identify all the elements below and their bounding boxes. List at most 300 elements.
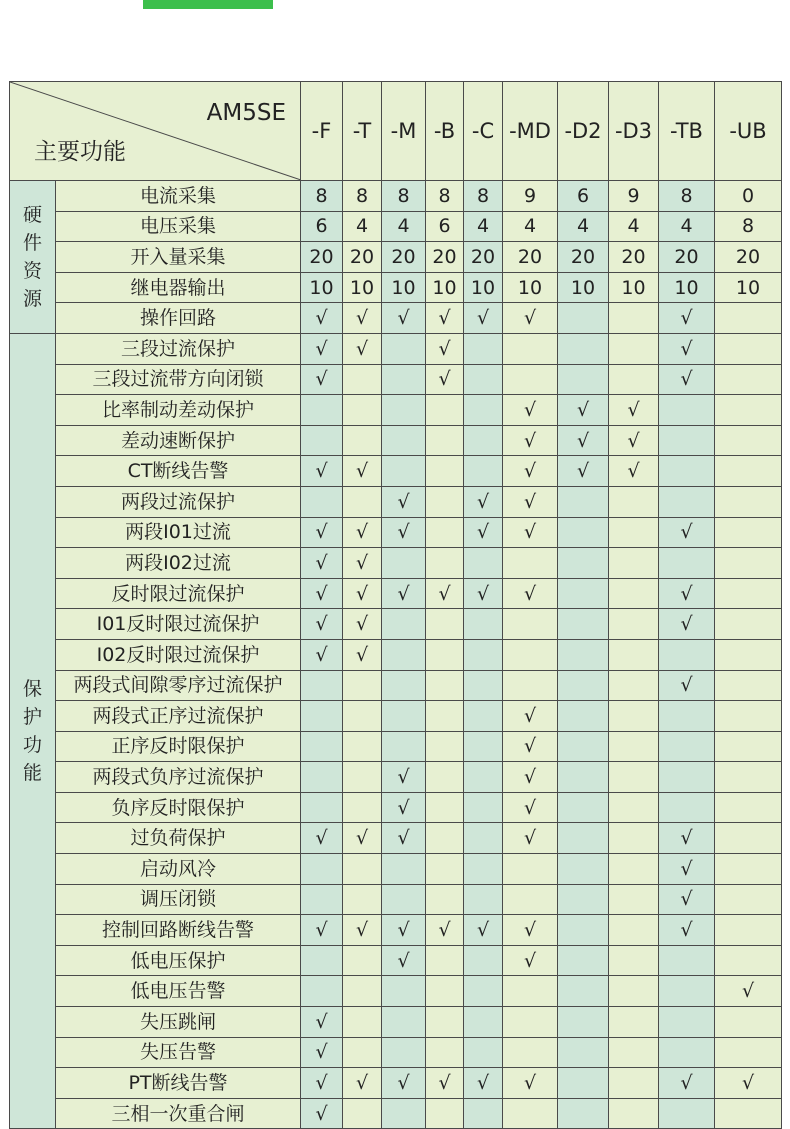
table-cell: √	[503, 425, 558, 456]
table-cell: √	[301, 333, 343, 364]
table-cell: √	[558, 456, 609, 487]
table-cell	[343, 364, 382, 395]
table-cell	[558, 731, 609, 762]
table-cell	[609, 1007, 659, 1038]
table-row	[10, 1068, 782, 1099]
table-cell	[715, 792, 782, 823]
variant-header: -M	[382, 82, 426, 181]
function-label: 两段I01过流	[56, 517, 301, 548]
table-cell	[558, 1068, 609, 1099]
table-cell: √	[301, 578, 343, 609]
table-cell	[301, 670, 343, 701]
table-cell	[558, 762, 609, 793]
table-cell	[426, 884, 464, 915]
table-cell: √	[301, 548, 343, 579]
table-cell: 20	[301, 242, 343, 273]
table-cell	[715, 884, 782, 915]
table-cell: 20	[343, 242, 382, 273]
table-cell: √	[301, 609, 343, 640]
table-cell	[609, 884, 659, 915]
table-row	[10, 425, 782, 456]
table-cell	[343, 486, 382, 517]
table-cell	[609, 1037, 659, 1068]
table-cell	[503, 364, 558, 395]
table-cell: √	[382, 915, 426, 946]
table-cell: √	[659, 1068, 715, 1099]
table-cell	[382, 701, 426, 732]
table-cell	[715, 670, 782, 701]
function-label: 负序反时限保护	[56, 792, 301, 823]
table-cell: √	[343, 1068, 382, 1099]
table-cell	[301, 884, 343, 915]
table-cell	[464, 548, 503, 579]
table-cell: 4	[343, 211, 382, 242]
table-cell	[301, 945, 343, 976]
table-cell	[715, 1037, 782, 1068]
table-row	[10, 456, 782, 487]
table-cell	[715, 333, 782, 364]
table-cell: √	[301, 1037, 343, 1068]
table-cell	[558, 639, 609, 670]
table-row	[10, 915, 782, 946]
table-cell	[343, 395, 382, 426]
table-row	[10, 731, 782, 762]
table-cell	[382, 395, 426, 426]
table-row	[10, 701, 782, 732]
function-label: 过负荷保护	[56, 823, 301, 854]
table-cell: √	[503, 456, 558, 487]
table-row	[10, 517, 782, 548]
table-cell	[558, 333, 609, 364]
table-cell: √	[382, 945, 426, 976]
table-cell	[382, 425, 426, 456]
table-cell	[464, 1037, 503, 1068]
table-cell	[609, 639, 659, 670]
table-cell: 20	[464, 242, 503, 273]
table-cell	[382, 364, 426, 395]
function-label: 比率制动差动保护	[56, 395, 301, 426]
table-cell	[343, 792, 382, 823]
table-row	[10, 211, 782, 242]
table-cell	[715, 425, 782, 456]
table-cell: √	[343, 578, 382, 609]
table-cell: 6	[426, 211, 464, 242]
group-label-char: 保	[22, 678, 42, 701]
table-cell: √	[503, 578, 558, 609]
function-label: I01反时限过流保护	[56, 609, 301, 640]
table-cell: √	[503, 395, 558, 426]
table-cell: √	[343, 548, 382, 579]
table-cell: 20	[558, 242, 609, 273]
table-cell	[301, 976, 343, 1007]
table-cell	[715, 578, 782, 609]
table-cell	[715, 395, 782, 426]
table-cell: √	[464, 915, 503, 946]
table-row	[10, 884, 782, 915]
table-cell	[426, 731, 464, 762]
table-cell	[343, 884, 382, 915]
table-row	[10, 762, 782, 793]
table-cell: 10	[382, 272, 426, 303]
table-cell	[715, 303, 782, 334]
table-cell: √	[659, 915, 715, 946]
table-row	[10, 792, 782, 823]
table-cell: √	[503, 762, 558, 793]
table-row	[10, 333, 782, 364]
table-cell	[715, 486, 782, 517]
table-cell: √	[343, 915, 382, 946]
table-cell	[609, 945, 659, 976]
table-cell: √	[558, 425, 609, 456]
table-cell: 10	[659, 272, 715, 303]
function-label: 电压采集	[56, 211, 301, 242]
table-cell	[464, 639, 503, 670]
table-row	[10, 823, 782, 854]
table-cell	[343, 1007, 382, 1038]
function-label: 低电压告警	[56, 976, 301, 1007]
table-cell	[343, 1037, 382, 1068]
table-cell	[464, 425, 503, 456]
table-cell: 4	[659, 211, 715, 242]
table-cell: 20	[659, 242, 715, 273]
table-cell	[659, 731, 715, 762]
function-label: 操作回路	[56, 303, 301, 334]
table-cell	[558, 609, 609, 640]
table-cell	[464, 701, 503, 732]
table-cell	[464, 884, 503, 915]
table-cell	[659, 792, 715, 823]
table-cell: √	[343, 333, 382, 364]
table-cell	[464, 854, 503, 885]
function-label: 两段I02过流	[56, 548, 301, 579]
function-label: 失压告警	[56, 1037, 301, 1068]
table-cell: √	[503, 915, 558, 946]
table-cell	[301, 792, 343, 823]
table-cell: √	[343, 303, 382, 334]
table-cell	[464, 1098, 503, 1129]
table-cell	[464, 976, 503, 1007]
group-label-char: 资	[22, 259, 42, 282]
table-cell	[609, 303, 659, 334]
function-label: 失压跳闸	[56, 1007, 301, 1038]
table-cell: 8	[301, 181, 343, 212]
table-cell	[558, 548, 609, 579]
group-hardware-resources	[10, 181, 56, 334]
table-cell	[426, 1037, 464, 1068]
variant-header: -MD	[503, 82, 558, 181]
table-row	[10, 1007, 782, 1038]
table-cell	[426, 1007, 464, 1038]
function-label: 两段式正序过流保护	[56, 701, 301, 732]
table-cell: 4	[503, 211, 558, 242]
table-cell	[715, 1098, 782, 1129]
table-row	[10, 609, 782, 640]
table-cell	[464, 762, 503, 793]
table-cell: √	[426, 303, 464, 334]
table-cell: √	[301, 639, 343, 670]
table-cell: √	[301, 1068, 343, 1099]
variant-header: -TB	[659, 82, 715, 181]
table-cell: 9	[503, 181, 558, 212]
group-label-char: 件	[22, 231, 42, 254]
table-cell	[659, 762, 715, 793]
table-cell	[715, 915, 782, 946]
table-cell	[426, 395, 464, 426]
table-cell	[558, 854, 609, 885]
table-cell: 8	[659, 181, 715, 212]
function-label: 差动速断保护	[56, 425, 301, 456]
table-cell: √	[715, 1068, 782, 1099]
table-cell	[715, 639, 782, 670]
table-row	[10, 945, 782, 976]
function-label: 继电器输出	[56, 272, 301, 303]
table-cell: 0	[715, 181, 782, 212]
table-cell	[558, 486, 609, 517]
table-cell: √	[659, 578, 715, 609]
table-cell	[382, 884, 426, 915]
table-cell	[659, 1007, 715, 1038]
table-cell	[659, 395, 715, 426]
table-cell: 10	[609, 272, 659, 303]
table-row	[10, 364, 782, 395]
table-cell	[382, 548, 426, 579]
table-cell: √	[382, 762, 426, 793]
table-cell	[426, 945, 464, 976]
table-cell: √	[659, 609, 715, 640]
table-cell	[715, 762, 782, 793]
table-cell	[464, 731, 503, 762]
table-cell	[343, 701, 382, 732]
table-cell: √	[503, 517, 558, 548]
table-cell	[382, 1098, 426, 1129]
table-cell: √	[659, 517, 715, 548]
table-cell	[301, 486, 343, 517]
variant-header: -T	[343, 82, 382, 181]
table-cell	[558, 578, 609, 609]
header-row	[10, 82, 782, 181]
table-cell: √	[609, 425, 659, 456]
table-cell: √	[382, 792, 426, 823]
table-cell	[609, 609, 659, 640]
table-cell	[659, 1037, 715, 1068]
table-cell: 4	[464, 211, 503, 242]
table-cell	[715, 701, 782, 732]
table-cell: √	[301, 1098, 343, 1129]
table-cell	[503, 854, 558, 885]
table-cell	[503, 1098, 558, 1129]
table-cell	[343, 670, 382, 701]
table-row	[10, 486, 782, 517]
table-cell	[426, 486, 464, 517]
table-cell: 10	[715, 272, 782, 303]
table-cell: √	[464, 517, 503, 548]
table-cell	[426, 701, 464, 732]
table-cell: √	[659, 884, 715, 915]
table-row	[10, 181, 782, 212]
table-cell: 8	[426, 181, 464, 212]
table-cell	[609, 548, 659, 579]
table-cell: √	[301, 364, 343, 395]
table-cell	[464, 609, 503, 640]
table-cell: √	[609, 456, 659, 487]
function-label: 三相一次重合闸	[56, 1098, 301, 1129]
table-cell: √	[301, 915, 343, 946]
table-cell	[558, 792, 609, 823]
table-cell	[382, 976, 426, 1007]
function-label: 控制回路断线告警	[56, 915, 301, 946]
model-name: AM5SE	[206, 100, 286, 126]
table-cell: 20	[426, 242, 464, 273]
function-label: CT断线告警	[56, 456, 301, 487]
table-row	[10, 670, 782, 701]
table-cell	[426, 609, 464, 640]
table-cell: √	[503, 303, 558, 334]
table-cell	[382, 731, 426, 762]
table-cell: 8	[343, 181, 382, 212]
table-cell: 10	[301, 272, 343, 303]
table-cell: √	[301, 517, 343, 548]
table-cell	[659, 456, 715, 487]
table-cell	[464, 333, 503, 364]
function-label: 两段式负序过流保护	[56, 762, 301, 793]
table-cell	[426, 1098, 464, 1129]
table-cell: √	[659, 364, 715, 395]
table-cell: √	[503, 945, 558, 976]
table-cell	[558, 945, 609, 976]
table-cell: 6	[558, 181, 609, 212]
table-cell: √	[382, 578, 426, 609]
table-cell	[558, 364, 609, 395]
table-cell	[609, 823, 659, 854]
table-cell: √	[659, 303, 715, 334]
table-cell	[659, 486, 715, 517]
table-cell	[503, 333, 558, 364]
function-label: 反时限过流保护	[56, 578, 301, 609]
table-cell: 9	[609, 181, 659, 212]
table-row	[10, 854, 782, 885]
table-cell	[609, 915, 659, 946]
table-cell: √	[343, 517, 382, 548]
table-cell	[659, 425, 715, 456]
table-cell	[503, 1037, 558, 1068]
table-cell	[558, 701, 609, 732]
table-cell	[558, 1007, 609, 1038]
table-cell	[503, 884, 558, 915]
variant-header: -UB	[715, 82, 782, 181]
table-cell	[464, 364, 503, 395]
table-cell	[382, 609, 426, 640]
table-cell	[343, 425, 382, 456]
group-protection-functions	[10, 333, 56, 1128]
variant-header: -C	[464, 82, 503, 181]
table-cell	[301, 762, 343, 793]
table-cell	[426, 976, 464, 1007]
table-cell: √	[382, 303, 426, 334]
table-cell	[503, 976, 558, 1007]
table-cell	[301, 425, 343, 456]
table-cell: √	[426, 578, 464, 609]
variant-header: -B	[426, 82, 464, 181]
table-cell	[426, 639, 464, 670]
table-cell	[382, 333, 426, 364]
table-cell: √	[382, 486, 426, 517]
table-cell	[426, 548, 464, 579]
table-cell: 20	[503, 242, 558, 273]
table-cell	[503, 548, 558, 579]
function-label: 开入量采集	[56, 242, 301, 273]
table-cell: 4	[382, 211, 426, 242]
table-cell	[715, 456, 782, 487]
table-cell: 10	[558, 272, 609, 303]
table-cell	[464, 792, 503, 823]
table-cell	[609, 701, 659, 732]
table-cell	[503, 639, 558, 670]
table-cell: 8	[382, 181, 426, 212]
table-cell	[659, 945, 715, 976]
table-cell	[715, 609, 782, 640]
table-cell: 10	[343, 272, 382, 303]
table-cell	[609, 517, 659, 548]
table-row	[10, 303, 782, 334]
table-cell	[558, 884, 609, 915]
table-cell	[426, 456, 464, 487]
function-label: 两段式间隙零序过流保护	[56, 670, 301, 701]
function-table	[9, 81, 782, 1129]
group-label-char: 源	[22, 287, 42, 310]
table-cell	[343, 731, 382, 762]
table-cell	[464, 1007, 503, 1038]
table-cell	[464, 395, 503, 426]
table-cell	[426, 762, 464, 793]
table-cell	[609, 762, 659, 793]
table-cell	[715, 1007, 782, 1038]
table-cell	[558, 303, 609, 334]
table-cell	[715, 945, 782, 976]
table-cell	[426, 792, 464, 823]
table-cell	[301, 701, 343, 732]
table-cell	[715, 823, 782, 854]
table-cell	[659, 639, 715, 670]
table-cell: 20	[715, 242, 782, 273]
table-cell	[609, 333, 659, 364]
table-cell: 6	[301, 211, 343, 242]
table-cell	[609, 731, 659, 762]
table-cell: √	[503, 823, 558, 854]
table-cell: √	[343, 609, 382, 640]
table-cell: √	[503, 701, 558, 732]
table-cell	[503, 670, 558, 701]
function-label: 三段过流保护	[56, 333, 301, 364]
table-cell	[301, 731, 343, 762]
table-cell: 10	[503, 272, 558, 303]
table-cell: √	[464, 486, 503, 517]
table-cell	[382, 456, 426, 487]
table-cell	[609, 364, 659, 395]
group-label-char: 功	[22, 734, 42, 757]
table-cell: √	[659, 670, 715, 701]
table-cell	[343, 762, 382, 793]
table-cell	[609, 1098, 659, 1129]
table-cell: 8	[715, 211, 782, 242]
function-label: 启动风冷	[56, 854, 301, 885]
table-cell	[343, 945, 382, 976]
table-cell	[382, 639, 426, 670]
function-label: I02反时限过流保护	[56, 639, 301, 670]
table-row	[10, 1098, 782, 1129]
function-label: 三段过流带方向闭锁	[56, 364, 301, 395]
table-row	[10, 548, 782, 579]
table-cell: √	[426, 1068, 464, 1099]
